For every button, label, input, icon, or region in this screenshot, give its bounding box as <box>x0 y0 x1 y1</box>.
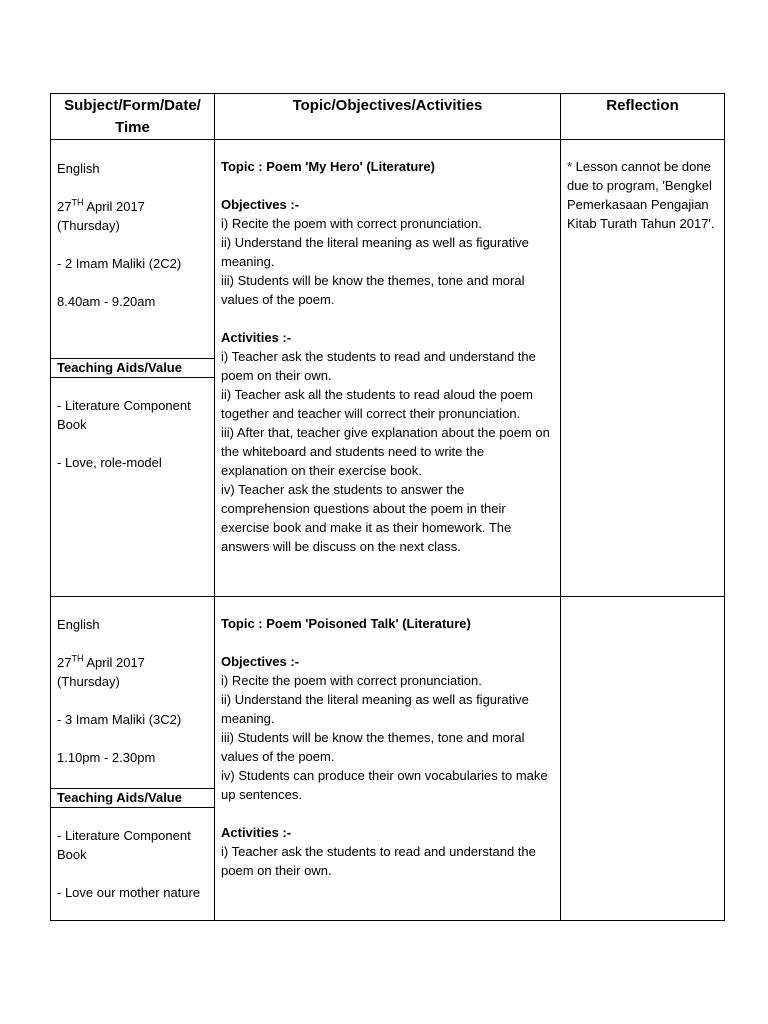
header-reflection: Reflection <box>561 94 725 140</box>
topic-title: Topic : Poem 'My Hero' (Literature) <box>221 159 435 174</box>
aids-item: - Literature Component Book <box>57 828 191 862</box>
activities-label: Activities :- <box>221 330 292 345</box>
objectives-label: Objectives :- <box>221 197 300 212</box>
activities-label: Activities :- <box>221 825 292 840</box>
date-text: 27TH April 2017 <box>57 653 145 670</box>
activity-item: ii) Teacher ask all the students to read aloud the poem together and teacher will correct their pronunciation. <box>221 387 533 421</box>
time-text: 1.10pm - 2.30pm <box>57 750 156 765</box>
subject-text: English <box>57 617 100 632</box>
header-topic: Topic/Objectives/Activities <box>215 94 561 140</box>
weekday-text: (Thursday) <box>57 218 120 233</box>
weekday-text: (Thursday) <box>57 674 120 689</box>
activity-item: iii) After that, teacher give explanation about the poem on the whiteboard and students need to write the explanation on their exercise book. <box>221 425 550 478</box>
topic-cell <box>215 597 561 921</box>
reflection-cell <box>561 597 725 921</box>
activity-item: i) Teacher ask the students to read and understand the poem on their own. <box>221 349 536 383</box>
header-subject: Subject/Form/Date/ Time <box>51 94 215 140</box>
class-text: - 2 Imam Maliki (2C2) <box>57 256 182 271</box>
objective-item: i) Recite the poem with correct pronunciation. <box>221 216 482 231</box>
teaching-aids-body <box>51 808 214 902</box>
class-text: - 3 Imam Maliki (3C2) <box>57 712 182 727</box>
lesson-plan-table <box>50 93 725 921</box>
objective-item: iii) Students will be know the themes, tone and moral values of the poem. <box>221 273 525 307</box>
subject-cell <box>51 597 215 921</box>
objective-item: iii) Students will be know the themes, tone and moral values of the poem. <box>221 730 525 764</box>
objective-item: i) Recite the poem with correct pronunciation. <box>221 673 482 688</box>
teaching-aids-label: Teaching Aids/Value <box>51 788 214 808</box>
aids-item: - Love, role-model <box>57 455 162 470</box>
activity-item: i) Teacher ask the students to read and understand the poem on their own. <box>221 844 536 878</box>
subject-cell <box>51 140 215 597</box>
table-header-row <box>51 94 725 140</box>
objective-item: ii) Understand the literal meaning as well as figurative meaning. <box>221 692 529 726</box>
topic-title: Topic : Poem 'Poisoned Talk' (Literature) <box>221 616 471 631</box>
reflection-text: * Lesson cannot be done due to program, 'Bengkel Pemerkasaan Pengajian Kitab Turath Tahun 2017'. <box>567 159 715 231</box>
objectives-label: Objectives :- <box>221 654 300 669</box>
reflection-cell <box>561 140 725 597</box>
subject-text: English <box>57 161 100 176</box>
objective-item: iv) Students can produce their own vocabularies to make up sentences. <box>221 768 548 802</box>
aids-item: - Love our mother nature <box>57 885 201 900</box>
activity-item: iv) Teacher ask the students to answer the comprehension questions about the poem in their exercise book and make it as their homework. The answers will be discuss on the next class. <box>221 482 512 554</box>
objective-item: ii) Understand the literal meaning as well as figurative meaning. <box>221 235 529 269</box>
teaching-aids-body <box>51 378 214 472</box>
date-text: 27TH April 2017 <box>57 197 145 214</box>
table-row <box>51 140 725 597</box>
teaching-aids-label: Teaching Aids/Value <box>51 358 214 378</box>
time-text: 8.40am - 9.20am <box>57 294 156 309</box>
aids-item: - Literature Component Book <box>57 398 191 432</box>
table-row <box>51 597 725 921</box>
topic-cell <box>215 140 561 597</box>
